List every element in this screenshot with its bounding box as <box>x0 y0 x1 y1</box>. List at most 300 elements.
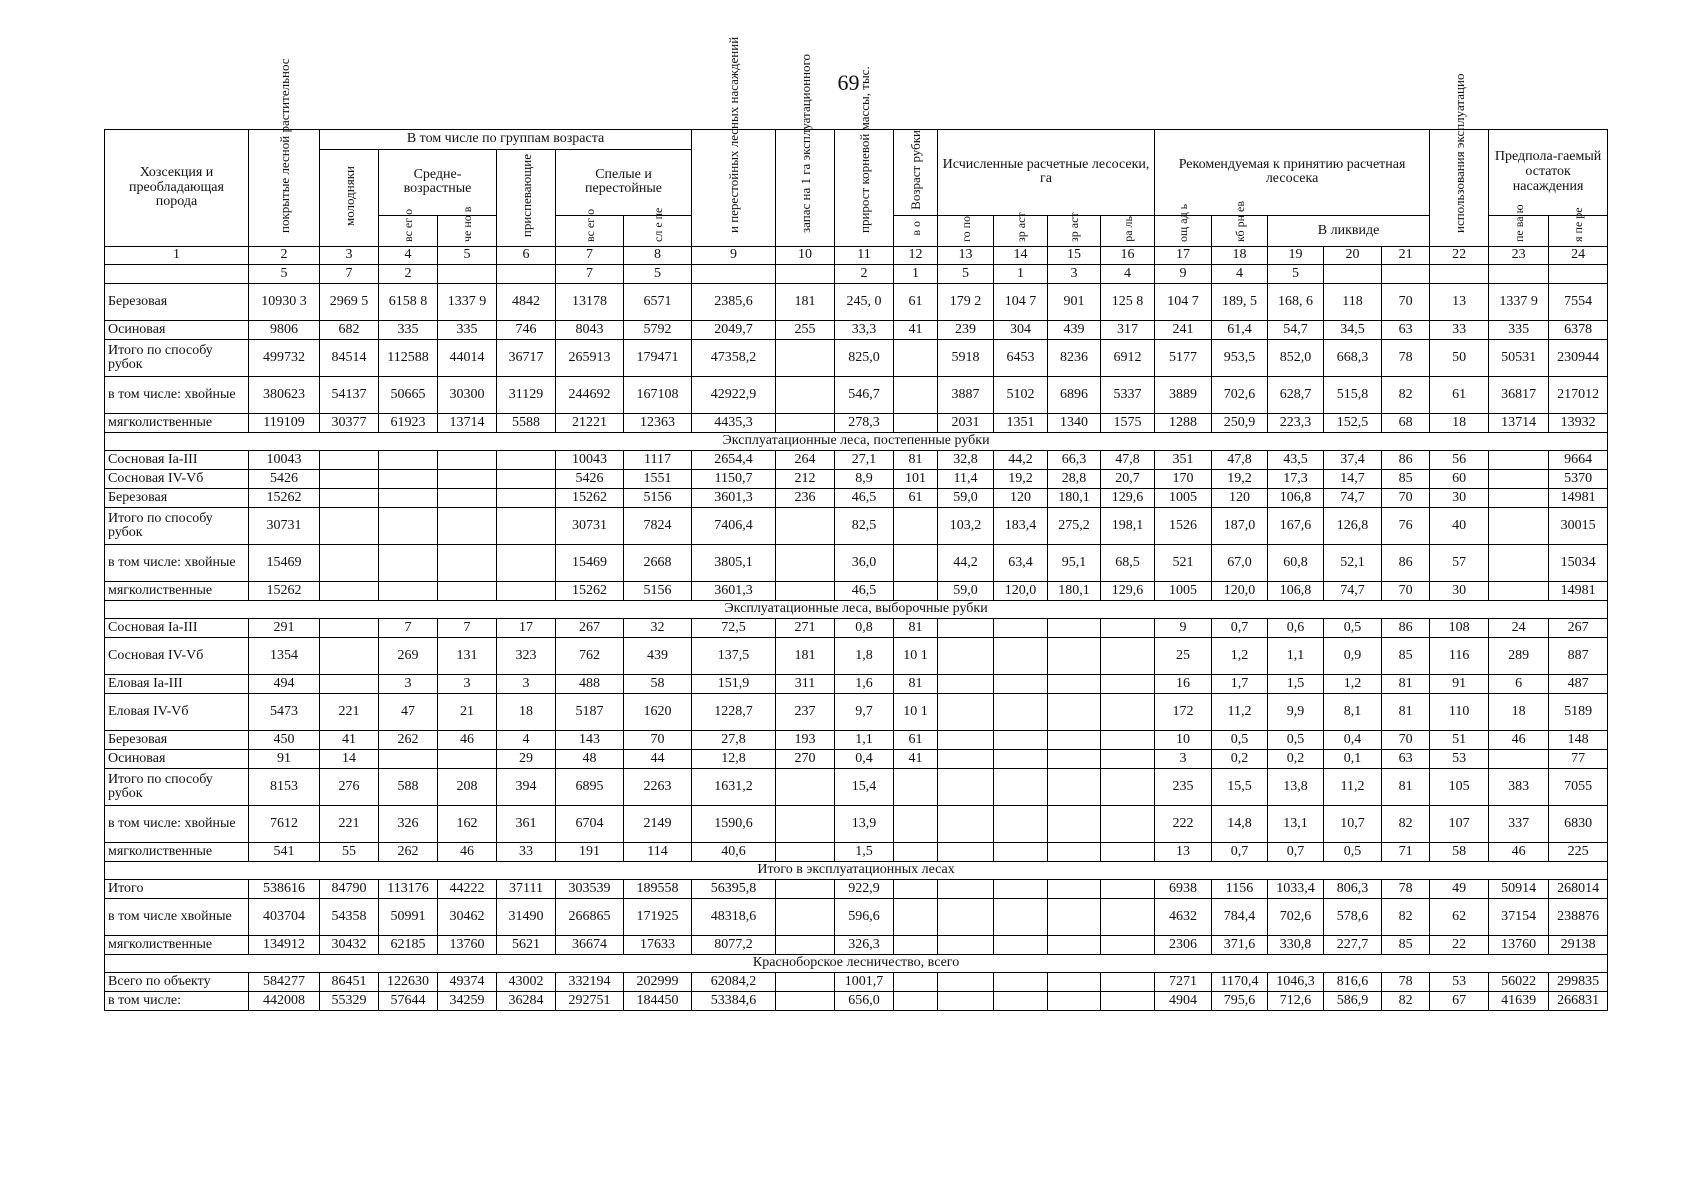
table-cell: 60,8 <box>1268 545 1324 582</box>
table-cell: 30 <box>1430 489 1489 508</box>
table-cell: 2654,4 <box>692 451 776 470</box>
table-cell: 41 <box>320 731 379 750</box>
table-cell: 11,4 <box>938 470 994 489</box>
table-cell: 2031 <box>938 414 994 433</box>
table-cell: 2263 <box>624 769 692 806</box>
table-cell: 541 <box>249 843 320 862</box>
table-cell: 953,5 <box>1212 340 1268 377</box>
table-cell: 1,5 <box>835 843 894 862</box>
table-cell <box>497 470 556 489</box>
table-cell <box>894 582 938 601</box>
table-cell <box>379 508 438 545</box>
table-cell: 41639 <box>1489 992 1549 1011</box>
table-row <box>105 340 1608 377</box>
table-cell: 152,5 <box>1324 414 1382 433</box>
table-cell: 78 <box>1382 340 1430 377</box>
table-cell <box>994 675 1048 694</box>
table-cell: 3 <box>379 675 438 694</box>
table-cell: 48 <box>556 750 624 769</box>
table-cell <box>1101 619 1155 638</box>
table-row <box>105 694 1608 731</box>
column-number: 14 <box>994 247 1048 265</box>
table-cell: 66,3 <box>1048 451 1101 470</box>
table-cell: 10,7 <box>1324 806 1382 843</box>
table-cell: 47,8 <box>1212 451 1268 470</box>
column-number: 13 <box>938 247 994 265</box>
table-cell: 337 <box>1489 806 1549 843</box>
table-cell: 107 <box>1430 806 1489 843</box>
table-cell: 70 <box>1382 582 1430 601</box>
table-cell: 5102 <box>994 377 1048 414</box>
table-cell <box>776 265 835 284</box>
table-cell: 351 <box>1155 451 1212 470</box>
table-cell <box>320 638 379 675</box>
table-cell: 1,1 <box>835 731 894 750</box>
table-cell <box>994 843 1048 862</box>
table-cell <box>1489 489 1549 508</box>
table-cell <box>938 638 994 675</box>
table-cell: 852,0 <box>1268 340 1324 377</box>
table-cell: 17 <box>497 619 556 638</box>
column-number: 22 <box>1430 247 1489 265</box>
table-cell: 9664 <box>1549 451 1608 470</box>
row-label: Березовая <box>105 284 249 321</box>
table-cell <box>994 973 1048 992</box>
table-cell <box>438 451 497 470</box>
table-cell: 14,8 <box>1212 806 1268 843</box>
table-cell <box>776 973 835 992</box>
table-cell: 31490 <box>497 899 556 936</box>
table-cell: 114 <box>624 843 692 862</box>
table-cell: 122630 <box>379 973 438 992</box>
table-cell: 48318,6 <box>692 899 776 936</box>
table-cell: 816,6 <box>1324 973 1382 992</box>
table-cell: 57 <box>1430 545 1489 582</box>
table-cell: 70 <box>1382 284 1430 321</box>
table-cell <box>776 508 835 545</box>
table-cell <box>1048 992 1101 1011</box>
table-cell: 50 <box>1430 340 1489 377</box>
table-cell: 54137 <box>320 377 379 414</box>
table-cell: 72,5 <box>692 619 776 638</box>
table-cell: 289 <box>1489 638 1549 675</box>
table-cell: 7055 <box>1549 769 1608 806</box>
table-cell <box>1489 265 1549 284</box>
table-cell <box>894 880 938 899</box>
table-cell: 6896 <box>1048 377 1101 414</box>
table-cell: 394 <box>497 769 556 806</box>
table-cell <box>1048 769 1101 806</box>
table-cell <box>379 451 438 470</box>
table-cell <box>497 489 556 508</box>
table-cell <box>938 769 994 806</box>
table-cell: 46 <box>438 731 497 750</box>
row-label: Итого по способу рубок <box>105 340 249 377</box>
table-cell: 0,6 <box>1268 619 1324 638</box>
column-number: 20 <box>1324 247 1382 265</box>
table-cell <box>776 340 835 377</box>
table-cell: 4632 <box>1155 899 1212 936</box>
table-cell: 56 <box>1430 451 1489 470</box>
table-cell: 0,7 <box>1212 843 1268 862</box>
table-cell: 6 <box>1489 675 1549 694</box>
table-cell: 596,6 <box>835 899 894 936</box>
table-cell: 29138 <box>1549 936 1608 955</box>
table-cell: 103,2 <box>938 508 994 545</box>
row-label: мягколиственные <box>105 582 249 601</box>
table-cell: 120,0 <box>1212 582 1268 601</box>
table-cell: 56395,8 <box>692 880 776 899</box>
header-mature-total: вс ег о <box>556 215 624 247</box>
table-cell: 61,4 <box>1212 321 1268 340</box>
table-cell: 9 <box>1155 265 1212 284</box>
table-cell <box>994 899 1048 936</box>
table-cell: 27,1 <box>835 451 894 470</box>
table-cell <box>379 489 438 508</box>
table-cell <box>438 545 497 582</box>
table-cell: 442008 <box>249 992 320 1011</box>
table-cell <box>320 489 379 508</box>
table-cell: 267 <box>1549 619 1608 638</box>
table-cell: 13932 <box>1549 414 1608 433</box>
table-cell: 30432 <box>320 936 379 955</box>
row-label: Березовая <box>105 489 249 508</box>
table-cell: 5156 <box>624 582 692 601</box>
column-number: 1 <box>105 247 249 265</box>
table-cell: 9,7 <box>835 694 894 731</box>
table-cell: 656,0 <box>835 992 894 1011</box>
table-cell: 53 <box>1430 750 1489 769</box>
table-cell: 494 <box>249 675 320 694</box>
table-cell: 7271 <box>1155 973 1212 992</box>
table-cell: 361 <box>497 806 556 843</box>
table-cell: 2 <box>835 265 894 284</box>
table-cell <box>320 451 379 470</box>
table-cell <box>692 265 776 284</box>
table-row <box>105 992 1608 1011</box>
table-cell <box>1101 899 1155 936</box>
table-cell: 5156 <box>624 489 692 508</box>
table-cell: 332194 <box>556 973 624 992</box>
table-cell: 13714 <box>438 414 497 433</box>
table-cell: 6912 <box>1101 340 1155 377</box>
table-cell <box>776 992 835 1011</box>
table-cell: 56022 <box>1489 973 1549 992</box>
table-cell: 129,6 <box>1101 489 1155 508</box>
column-number: 2 <box>249 247 320 265</box>
table-cell <box>894 973 938 992</box>
table-cell: 37154 <box>1489 899 1549 936</box>
header-middle-total: вс ег о <box>379 215 438 247</box>
table-cell: 81 <box>1382 769 1430 806</box>
table-cell: 84790 <box>320 880 379 899</box>
table-cell: 5 <box>938 265 994 284</box>
table-row <box>105 545 1608 582</box>
table-cell: 40 <box>1430 508 1489 545</box>
column-number: 16 <box>1101 247 1155 265</box>
table-cell: 202999 <box>624 973 692 992</box>
table-cell <box>497 451 556 470</box>
table-cell <box>938 806 994 843</box>
table-cell <box>776 414 835 433</box>
table-cell <box>776 769 835 806</box>
row-label: Еловая IV-Vб <box>105 694 249 731</box>
row-label: мягколиственные <box>105 843 249 862</box>
table-row <box>105 899 1608 936</box>
table-cell: 17,3 <box>1268 470 1324 489</box>
table-cell: 172 <box>1155 694 1212 731</box>
table-cell: 82 <box>1382 377 1430 414</box>
column-number: 23 <box>1489 247 1549 265</box>
table-cell: 101 <box>894 470 938 489</box>
table-cell: 335 <box>379 321 438 340</box>
table-cell: 7 <box>379 619 438 638</box>
column-number: 7 <box>556 247 624 265</box>
table-cell: 1351 <box>994 414 1048 433</box>
table-cell: 41 <box>894 750 938 769</box>
table-cell: 588 <box>379 769 438 806</box>
table-cell <box>994 638 1048 675</box>
table-cell: 311 <box>776 675 835 694</box>
column-number: 4 <box>379 247 438 265</box>
table-cell: 13 <box>1430 284 1489 321</box>
table-body <box>105 247 1608 1011</box>
section-title: Красноборское лесничество, всего <box>105 955 1608 973</box>
table-cell: 238876 <box>1549 899 1608 936</box>
table-cell <box>320 619 379 638</box>
table-cell <box>894 806 938 843</box>
forest-data-table <box>104 37 1608 1011</box>
table-cell: 6453 <box>994 340 1048 377</box>
table-cell <box>938 880 994 899</box>
table-cell: 326,3 <box>835 936 894 955</box>
table-cell: 8236 <box>1048 340 1101 377</box>
table-cell: 76 <box>1382 508 1430 545</box>
header-premature: приспевающие <box>497 150 556 247</box>
table-cell: 126,8 <box>1324 508 1382 545</box>
header-calc-1: го по <box>938 215 994 247</box>
table-cell <box>1048 880 1101 899</box>
table-cell: 143 <box>556 731 624 750</box>
table-cell: 1,6 <box>835 675 894 694</box>
table-row <box>105 750 1608 769</box>
table-cell: 1150,7 <box>692 470 776 489</box>
table-cell: 10043 <box>249 451 320 470</box>
table-cell <box>1382 265 1430 284</box>
table-cell <box>1549 265 1608 284</box>
table-cell: 488 <box>556 675 624 694</box>
table-cell: 217012 <box>1549 377 1608 414</box>
table-cell: 71 <box>1382 843 1430 862</box>
table-cell: 120 <box>1212 489 1268 508</box>
table-cell: 0,9 <box>1324 638 1382 675</box>
table-cell: 746 <box>497 321 556 340</box>
header-age: Возраст рубки <box>894 130 938 216</box>
table-cell: 33,3 <box>835 321 894 340</box>
table-cell: 21221 <box>556 414 624 433</box>
table-cell: 67,0 <box>1212 545 1268 582</box>
table-cell <box>1048 638 1101 675</box>
table-cell: 4842 <box>497 284 556 321</box>
table-cell: 5 <box>1268 265 1324 284</box>
table-cell: 8043 <box>556 321 624 340</box>
table-cell: 276 <box>320 769 379 806</box>
table-cell <box>438 750 497 769</box>
table-cell: 50991 <box>379 899 438 936</box>
table-cell <box>894 936 938 955</box>
table-cell: 62 <box>1430 899 1489 936</box>
table-cell: 86 <box>1382 545 1430 582</box>
table-cell: 46 <box>438 843 497 862</box>
table-cell: 6378 <box>1549 321 1608 340</box>
table-cell <box>994 992 1048 1011</box>
table-cell: 184450 <box>624 992 692 1011</box>
table-cell: 0,5 <box>1324 843 1382 862</box>
table-cell: 148 <box>1549 731 1608 750</box>
table-cell <box>994 880 1048 899</box>
table-cell: 78 <box>1382 880 1430 899</box>
table-cell <box>320 470 379 489</box>
table-row <box>105 973 1608 992</box>
table-cell: 7612 <box>249 806 320 843</box>
table-cell: 0,4 <box>1324 731 1382 750</box>
table-cell: 0,2 <box>1268 750 1324 769</box>
table-cell: 53 <box>1430 973 1489 992</box>
table-cell: 10930 3 <box>249 284 320 321</box>
header-rec-2: кб рн ев <box>1212 215 1268 247</box>
table-cell <box>1489 545 1549 582</box>
table-cell: 7824 <box>624 508 692 545</box>
row-label: в том числе: <box>105 992 249 1011</box>
table-cell: 15262 <box>556 489 624 508</box>
table-cell: 1033,4 <box>1268 880 1324 899</box>
table-cell: 18 <box>1489 694 1549 731</box>
table-cell: 18 <box>497 694 556 731</box>
table-row <box>105 265 1608 284</box>
table-cell: 267 <box>556 619 624 638</box>
table-cell: 225 <box>1549 843 1608 862</box>
header-liquid: В ликвиде <box>1268 215 1430 247</box>
table-cell: 50531 <box>1489 340 1549 377</box>
table-cell: 50665 <box>379 377 438 414</box>
table-cell: 19,2 <box>1212 470 1268 489</box>
table-cell: 275,2 <box>1048 508 1101 545</box>
table-cell: 1117 <box>624 451 692 470</box>
table-cell: 61 <box>1430 377 1489 414</box>
table-cell: 137,5 <box>692 638 776 675</box>
table-cell: 5621 <box>497 936 556 955</box>
table-cell: 546,7 <box>835 377 894 414</box>
table-cell: 91 <box>1430 675 1489 694</box>
table-row <box>105 377 1608 414</box>
table-cell <box>776 936 835 955</box>
table-cell <box>1048 619 1101 638</box>
table-cell: 784,4 <box>1212 899 1268 936</box>
table-cell: 271 <box>776 619 835 638</box>
table-cell: 82 <box>1382 899 1430 936</box>
table-cell: 236 <box>776 489 835 508</box>
table-cell: 4904 <box>1155 992 1212 1011</box>
table-cell: 223,3 <box>1268 414 1324 433</box>
table-cell: 1 <box>894 265 938 284</box>
table-cell: 37,4 <box>1324 451 1382 470</box>
table-cell: 586,9 <box>1324 992 1382 1011</box>
table-cell: 1354 <box>249 638 320 675</box>
table-cell: 108 <box>1430 619 1489 638</box>
table-cell: 62185 <box>379 936 438 955</box>
table-cell: 628,7 <box>1268 377 1324 414</box>
table-cell: 235 <box>1155 769 1212 806</box>
table-cell: 81 <box>894 451 938 470</box>
table-cell: 180,1 <box>1048 582 1101 601</box>
table-cell: 179471 <box>624 340 692 377</box>
table-cell: 2385,6 <box>692 284 776 321</box>
table-cell: 13 <box>1155 843 1212 862</box>
table-cell: 266865 <box>556 899 624 936</box>
table-cell <box>994 769 1048 806</box>
table-cell <box>497 582 556 601</box>
table-cell: 61923 <box>379 414 438 433</box>
table-cell: 4 <box>1212 265 1268 284</box>
table-cell <box>1101 731 1155 750</box>
table-cell: 125 8 <box>1101 284 1155 321</box>
table-cell: 3 <box>1048 265 1101 284</box>
table-cell: 55329 <box>320 992 379 1011</box>
table-cell: 49374 <box>438 973 497 992</box>
table-cell: 1,2 <box>1212 638 1268 675</box>
table-cell <box>1048 973 1101 992</box>
table-cell: 1620 <box>624 694 692 731</box>
table-cell: 304 <box>994 321 1048 340</box>
table-cell: 113176 <box>379 880 438 899</box>
row-label: Осиновая <box>105 321 249 340</box>
table-cell: 6830 <box>1549 806 1608 843</box>
table-cell: 41 <box>894 321 938 340</box>
table-cell: 1001,7 <box>835 973 894 992</box>
table-cell: 2969 5 <box>320 284 379 321</box>
table-cell <box>776 806 835 843</box>
table-cell <box>894 414 938 433</box>
table-cell: 15469 <box>249 545 320 582</box>
table-cell: 762 <box>556 638 624 675</box>
table-cell: 0,4 <box>835 750 894 769</box>
table-cell: 60 <box>1430 470 1489 489</box>
table-cell: 5187 <box>556 694 624 731</box>
table-cell: 702,6 <box>1212 377 1268 414</box>
table-cell: 85 <box>1382 470 1430 489</box>
table-cell: 13760 <box>1489 936 1549 955</box>
table-cell: 30462 <box>438 899 497 936</box>
table-cell: 1551 <box>624 470 692 489</box>
column-number: 24 <box>1549 247 1608 265</box>
table-cell <box>994 806 1048 843</box>
table-cell: 36817 <box>1489 377 1549 414</box>
table-cell: 5177 <box>1155 340 1212 377</box>
header-middle-aged: Средне-возрастные <box>379 150 497 216</box>
header-usage: использования эксплуатацио <box>1430 130 1489 247</box>
table-cell: 14981 <box>1549 582 1608 601</box>
table-cell: 4435,3 <box>692 414 776 433</box>
table-cell: 5 <box>249 265 320 284</box>
table-cell: 230944 <box>1549 340 1608 377</box>
table-row <box>105 582 1608 601</box>
table-cell: 54,7 <box>1268 321 1324 340</box>
table-cell <box>894 992 938 1011</box>
table-cell: 1 <box>994 265 1048 284</box>
table-cell: 10 1 <box>894 638 938 675</box>
table-cell: 0,8 <box>835 619 894 638</box>
table-cell: 61 <box>894 489 938 508</box>
